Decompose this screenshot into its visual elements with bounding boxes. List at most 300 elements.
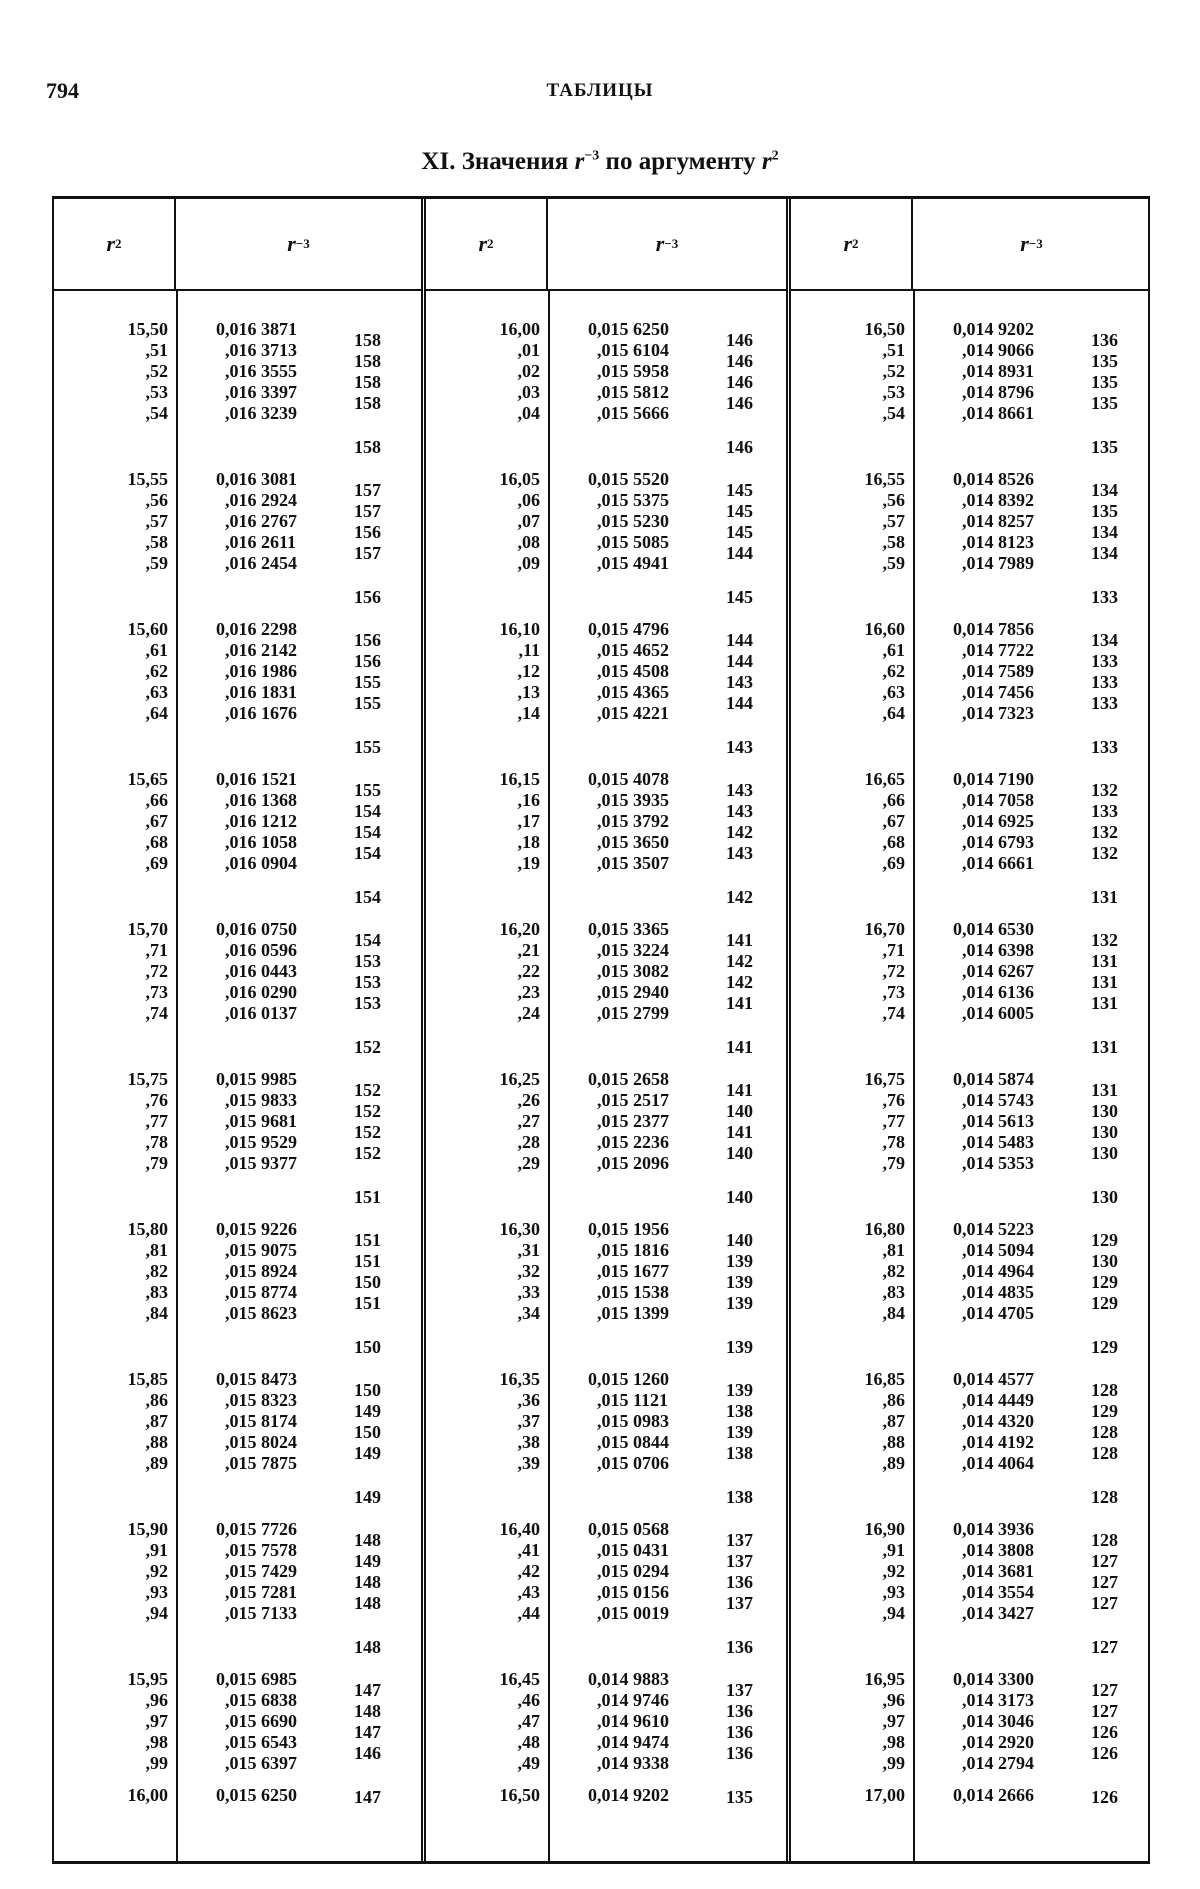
difference-value: 129 — [1091, 1401, 1118, 1421]
difference-value: 142 — [726, 822, 753, 842]
function-value: 0,016 2298 — [216, 619, 297, 639]
function-value: 0,015 1260 — [588, 1369, 669, 1389]
argument-value: ,54 — [882, 403, 905, 423]
function-value: 0,015 1956 — [588, 1219, 669, 1239]
title-base-2: r — [761, 148, 772, 175]
function-value: ,015 9681 — [225, 1111, 297, 1131]
argument-value: 15,90 — [127, 1519, 168, 1539]
argument-value: ,96 — [882, 1690, 905, 1710]
difference-value: 148 — [354, 1572, 381, 1592]
argument-value: ,58 — [145, 532, 168, 552]
function-value: ,015 3224 — [597, 940, 669, 960]
argument-value: ,74 — [145, 1003, 168, 1023]
function-value-cell — [588, 919, 669, 1024]
running-head: ТАБЛИЦЫ — [546, 80, 654, 101]
difference-cell — [354, 630, 381, 714]
function-value-cell — [216, 619, 297, 724]
difference-cell — [1091, 1530, 1118, 1614]
argument-cell — [426, 769, 540, 874]
argument-cell — [791, 769, 905, 874]
difference-cell — [354, 1230, 381, 1314]
argument-value: ,37 — [517, 1411, 540, 1431]
argument-value: 15,75 — [127, 1069, 168, 1089]
function-value: ,015 5812 — [597, 382, 669, 402]
difference-value: 137 — [726, 1551, 753, 1571]
argument-value: ,01 — [517, 340, 540, 360]
argument-value: ,94 — [145, 1603, 168, 1623]
function-value: 0,014 3936 — [953, 1519, 1034, 1539]
difference-value: 153 — [354, 993, 381, 1013]
difference-value: 133 — [1091, 651, 1118, 671]
difference-value: 154 — [354, 822, 381, 842]
table-row-block — [426, 1519, 786, 1669]
argument-value: ,33 — [517, 1282, 540, 1302]
values-table — [52, 196, 1150, 1864]
function-value: ,015 7133 — [225, 1603, 297, 1623]
table-row-block — [426, 769, 786, 919]
function-value: 0,016 0750 — [216, 919, 297, 939]
argument-value: 16,35 — [499, 1369, 540, 1389]
argument-value: ,88 — [882, 1432, 905, 1452]
difference-value: 157 — [354, 543, 381, 563]
difference-value: 141 — [726, 1080, 753, 1100]
difference-value: 155 — [354, 780, 381, 800]
difference-cell — [726, 480, 753, 564]
difference-value: 137 — [726, 1593, 753, 1613]
function-value: ,015 0983 — [597, 1411, 669, 1431]
difference-value: 130 — [1091, 1101, 1118, 1121]
title-exp-2: 2 — [771, 148, 779, 164]
difference-value: 135 — [1091, 351, 1118, 371]
difference-value: 157 — [354, 501, 381, 521]
argument-value: ,61 — [882, 640, 905, 660]
header-arg-exp: 2 — [115, 236, 122, 251]
argument-value: ,51 — [145, 340, 168, 360]
difference-value: 136 — [726, 1701, 753, 1721]
function-value: ,015 1399 — [597, 1303, 669, 1323]
argument-value: ,98 — [145, 1732, 168, 1752]
table-row-block — [791, 469, 1150, 619]
function-value-cell — [216, 319, 297, 424]
function-value: ,015 5230 — [597, 511, 669, 531]
argument-value: ,84 — [145, 1303, 168, 1323]
table-row-block — [54, 919, 421, 1069]
function-value: ,014 4192 — [962, 1432, 1034, 1452]
argument-value: ,07 — [517, 511, 540, 531]
difference-value: 144 — [726, 651, 753, 671]
function-value-cell — [588, 769, 669, 874]
argument-value: ,19 — [517, 853, 540, 873]
function-value: ,016 1058 — [225, 832, 297, 852]
argument-value: ,79 — [882, 1153, 905, 1173]
function-value: ,014 3173 — [962, 1690, 1034, 1710]
function-value-cell — [588, 1519, 669, 1624]
function-value: ,014 7456 — [962, 682, 1034, 702]
argument-value: ,63 — [145, 682, 168, 702]
function-value: 0,015 2658 — [588, 1069, 669, 1089]
argument-cell — [791, 1219, 905, 1324]
argument-value: ,82 — [145, 1261, 168, 1281]
function-value: ,015 8774 — [225, 1282, 297, 1302]
title-prefix: XI. Значения — [421, 148, 575, 175]
argument-value: ,87 — [145, 1411, 168, 1431]
function-value: 0,015 3365 — [588, 919, 669, 939]
difference-value: 154 — [354, 801, 381, 821]
function-value-cell — [953, 919, 1034, 1024]
argument-cell — [791, 1669, 905, 1774]
function-value-cell — [216, 469, 297, 574]
function-value-cell — [216, 1669, 297, 1774]
function-value: ,016 0443 — [225, 961, 297, 981]
argument-column-header — [426, 199, 548, 291]
header-arg-base: r — [843, 231, 853, 256]
function-value: ,016 1212 — [225, 811, 297, 831]
difference-value: 155 — [354, 693, 381, 713]
argument-value: ,84 — [882, 1303, 905, 1323]
argument-value: ,58 — [882, 532, 905, 552]
function-value: ,016 1831 — [225, 682, 297, 702]
difference-cell — [1091, 330, 1118, 414]
argument-value: ,17 — [517, 811, 540, 831]
difference-value: 134 — [1091, 522, 1118, 542]
difference-value: 147 — [354, 1722, 381, 1742]
page-number: 794 — [46, 78, 79, 103]
difference-value: 155 — [354, 672, 381, 692]
difference-value: 143 — [726, 672, 753, 692]
final-argument: 16,00 — [127, 1785, 168, 1805]
function-value: ,014 4449 — [962, 1390, 1034, 1410]
difference-value: 142 — [726, 972, 753, 992]
function-value: 0,016 1521 — [216, 769, 297, 789]
function-value: 0,014 7856 — [953, 619, 1034, 639]
argument-value: ,76 — [145, 1090, 168, 1110]
header-val-base: r — [655, 231, 665, 256]
argument-value: 16,25 — [499, 1069, 540, 1089]
argument-value: 15,65 — [127, 769, 168, 789]
function-value-cell — [953, 319, 1034, 424]
value-column-header — [913, 199, 1150, 291]
argument-value: ,61 — [145, 640, 168, 660]
block-difference: 129 — [1091, 1337, 1118, 1357]
argument-value: ,93 — [882, 1582, 905, 1602]
argument-value: ,49 — [517, 1753, 540, 1773]
difference-value: 146 — [726, 351, 753, 371]
function-value: ,015 9075 — [225, 1240, 297, 1260]
block-difference: 135 — [1091, 437, 1118, 457]
function-value: ,015 6690 — [225, 1711, 297, 1731]
difference-value: 140 — [726, 1101, 753, 1121]
function-value: ,014 3427 — [962, 1603, 1034, 1623]
argument-value: ,92 — [882, 1561, 905, 1581]
function-value: ,014 5094 — [962, 1240, 1034, 1260]
difference-value: 134 — [1091, 480, 1118, 500]
argument-value: ,52 — [882, 361, 905, 381]
function-value-cell — [953, 1519, 1034, 1624]
table-column-group — [421, 199, 786, 1861]
argument-value: ,78 — [882, 1132, 905, 1152]
table-row-block — [426, 469, 786, 619]
function-value-cell — [216, 1219, 297, 1324]
argument-value: ,53 — [145, 382, 168, 402]
argument-cell — [54, 469, 168, 574]
argument-cell — [791, 919, 905, 1024]
argument-value: ,04 — [517, 403, 540, 423]
function-value: ,015 5375 — [597, 490, 669, 510]
function-value: 0,015 4796 — [588, 619, 669, 639]
function-value: ,015 3082 — [597, 961, 669, 981]
difference-value: 154 — [354, 843, 381, 863]
argument-value: ,08 — [517, 532, 540, 552]
difference-value: 134 — [1091, 543, 1118, 563]
argument-value: ,92 — [145, 1561, 168, 1581]
header-val-exp: −3 — [1028, 236, 1043, 251]
difference-value: 141 — [726, 930, 753, 950]
argument-value: ,13 — [517, 682, 540, 702]
argument-value: ,02 — [517, 361, 540, 381]
difference-value: 143 — [726, 801, 753, 821]
argument-value: ,39 — [517, 1453, 540, 1473]
function-value-cell — [953, 1069, 1034, 1174]
function-value: ,015 7578 — [225, 1540, 297, 1560]
argument-value: ,41 — [517, 1540, 540, 1560]
function-value: ,015 1816 — [597, 1240, 669, 1260]
block-difference: 154 — [354, 887, 381, 907]
argument-value: ,86 — [145, 1390, 168, 1410]
argument-value: ,73 — [882, 982, 905, 1002]
argument-value: ,14 — [517, 703, 540, 723]
difference-cell — [1091, 1680, 1118, 1764]
table-row-block — [426, 1219, 786, 1369]
argument-value: 16,45 — [499, 1669, 540, 1689]
function-value: 0,014 7190 — [953, 769, 1034, 789]
argument-cell — [426, 1369, 540, 1474]
difference-value: 127 — [1091, 1572, 1118, 1592]
header-val-exp: −3 — [295, 236, 310, 251]
function-value-cell — [588, 469, 669, 574]
difference-value: 152 — [354, 1143, 381, 1163]
difference-value: 132 — [1091, 930, 1118, 950]
function-value: ,015 0844 — [597, 1432, 669, 1452]
difference-cell — [1091, 930, 1118, 1014]
block-difference: 147 — [354, 1787, 381, 1807]
argument-value: ,18 — [517, 832, 540, 852]
function-value: ,015 7429 — [225, 1561, 297, 1581]
difference-value: 126 — [1091, 1722, 1118, 1742]
function-value: ,014 7058 — [962, 790, 1034, 810]
difference-value: 128 — [1091, 1530, 1118, 1550]
argument-value: ,47 — [517, 1711, 540, 1731]
table-row-block — [54, 769, 421, 919]
difference-value: 131 — [1091, 1080, 1118, 1100]
function-value: ,014 8123 — [962, 532, 1034, 552]
final-row — [54, 1785, 421, 1815]
function-value: ,016 1676 — [225, 703, 297, 723]
argument-value: ,79 — [145, 1153, 168, 1173]
function-value: ,016 1368 — [225, 790, 297, 810]
function-value: ,014 6267 — [962, 961, 1034, 981]
difference-cell — [726, 1680, 753, 1764]
argument-value: ,21 — [517, 940, 540, 960]
function-value-cell — [216, 1069, 297, 1174]
difference-value: 139 — [726, 1293, 753, 1313]
function-value: ,015 8323 — [225, 1390, 297, 1410]
function-value: ,015 1677 — [597, 1261, 669, 1281]
argument-value: ,66 — [882, 790, 905, 810]
argument-cell — [426, 1069, 540, 1174]
function-value: ,015 2236 — [597, 1132, 669, 1152]
difference-cell — [354, 330, 381, 414]
argument-value: 15,50 — [127, 319, 168, 339]
argument-value: ,42 — [517, 1561, 540, 1581]
difference-cell — [726, 1080, 753, 1164]
difference-value: 153 — [354, 951, 381, 971]
argument-value: 16,00 — [499, 319, 540, 339]
header-arg-exp: 2 — [487, 236, 494, 251]
difference-cell — [726, 630, 753, 714]
table-row-block — [791, 1369, 1150, 1519]
argument-cell — [791, 619, 905, 724]
difference-value: 145 — [726, 522, 753, 542]
function-value: ,014 9338 — [597, 1753, 669, 1773]
function-value: ,014 9746 — [597, 1690, 669, 1710]
difference-value: 131 — [1091, 993, 1118, 1013]
block-difference: 156 — [354, 587, 381, 607]
argument-value: ,71 — [145, 940, 168, 960]
argument-value: ,94 — [882, 1603, 905, 1623]
difference-value: 126 — [1091, 1743, 1118, 1763]
function-value: ,014 6398 — [962, 940, 1034, 960]
function-value: ,014 2794 — [962, 1753, 1034, 1773]
function-value: ,014 4320 — [962, 1411, 1034, 1431]
argument-value: ,34 — [517, 1303, 540, 1323]
difference-value: 135 — [1091, 501, 1118, 521]
difference-cell — [726, 930, 753, 1014]
function-value: 0,014 8526 — [953, 469, 1034, 489]
difference-cell — [354, 1080, 381, 1164]
difference-value: 156 — [354, 630, 381, 650]
difference-value: 153 — [354, 972, 381, 992]
difference-cell — [726, 780, 753, 864]
difference-value: 145 — [726, 501, 753, 521]
function-value: ,015 8024 — [225, 1432, 297, 1452]
argument-value: ,23 — [517, 982, 540, 1002]
function-value: 0,015 7726 — [216, 1519, 297, 1539]
function-value-cell — [216, 1369, 297, 1474]
function-value: ,015 4941 — [597, 553, 669, 573]
argument-value: ,03 — [517, 382, 540, 402]
argument-value: ,57 — [882, 511, 905, 531]
block-difference: 130 — [1091, 1187, 1118, 1207]
difference-value: 127 — [1091, 1551, 1118, 1571]
argument-value: ,28 — [517, 1132, 540, 1152]
block-difference: 152 — [354, 1037, 381, 1057]
argument-value: ,68 — [145, 832, 168, 852]
function-value: ,016 3555 — [225, 361, 297, 381]
function-value: ,014 9610 — [597, 1711, 669, 1731]
block-difference: 133 — [1091, 587, 1118, 607]
function-value: ,015 9529 — [225, 1132, 297, 1152]
function-value: ,014 5483 — [962, 1132, 1034, 1152]
function-value-cell — [588, 1219, 669, 1324]
difference-value: 132 — [1091, 822, 1118, 842]
table-row-block — [54, 319, 421, 469]
final-argument: 17,00 — [864, 1785, 905, 1805]
difference-cell — [354, 480, 381, 564]
function-value-cell — [588, 319, 669, 424]
final-value: 0,014 2666 — [953, 1785, 1034, 1805]
argument-value: ,36 — [517, 1390, 540, 1410]
argument-value: ,16 — [517, 790, 540, 810]
table-row-block — [54, 1069, 421, 1219]
argument-value: 15,70 — [127, 919, 168, 939]
block-difference: 135 — [726, 1787, 753, 1807]
difference-value: 143 — [726, 780, 753, 800]
difference-value: 137 — [726, 1530, 753, 1550]
header-val-exp: −3 — [664, 236, 679, 251]
function-value: ,015 8623 — [225, 1303, 297, 1323]
difference-value: 149 — [354, 1443, 381, 1463]
difference-value: 133 — [1091, 801, 1118, 821]
difference-value: 143 — [726, 843, 753, 863]
block-difference: 148 — [354, 1637, 381, 1657]
difference-cell — [1091, 1080, 1118, 1164]
difference-value: 135 — [1091, 393, 1118, 413]
argument-value: ,24 — [517, 1003, 540, 1023]
argument-value: ,27 — [517, 1111, 540, 1131]
argument-value: ,43 — [517, 1582, 540, 1602]
function-value: ,015 5666 — [597, 403, 669, 423]
argument-value: ,96 — [145, 1690, 168, 1710]
difference-value: 148 — [354, 1593, 381, 1613]
argument-value: ,52 — [145, 361, 168, 381]
function-value: ,014 4064 — [962, 1453, 1034, 1473]
table-row-block — [426, 1369, 786, 1519]
difference-value: 144 — [726, 543, 753, 563]
difference-value: 146 — [354, 1743, 381, 1763]
function-value: ,014 7989 — [962, 553, 1034, 573]
argument-value: 16,90 — [864, 1519, 905, 1539]
function-value: ,015 4221 — [597, 703, 669, 723]
block-difference: 142 — [726, 887, 753, 907]
difference-value: 145 — [726, 480, 753, 500]
function-value: ,014 5743 — [962, 1090, 1034, 1110]
argument-value: ,83 — [882, 1282, 905, 1302]
function-value: ,014 8257 — [962, 511, 1034, 531]
function-value: 0,015 9226 — [216, 1219, 297, 1239]
function-value: ,014 6005 — [962, 1003, 1034, 1023]
table-row-block — [54, 619, 421, 769]
argument-value: ,09 — [517, 553, 540, 573]
function-value-cell — [953, 1369, 1034, 1474]
argument-value: ,06 — [517, 490, 540, 510]
argument-value: ,83 — [145, 1282, 168, 1302]
difference-value: 133 — [1091, 693, 1118, 713]
function-value-cell — [588, 1669, 669, 1774]
argument-value: ,54 — [145, 403, 168, 423]
function-value: ,015 2940 — [597, 982, 669, 1002]
argument-value: 16,85 — [864, 1369, 905, 1389]
function-value-cell — [588, 1069, 669, 1174]
title-middle: по аргументу — [599, 148, 762, 175]
difference-value: 148 — [354, 1530, 381, 1550]
block-difference: 150 — [354, 1337, 381, 1357]
argument-value: ,22 — [517, 961, 540, 981]
difference-value: 130 — [1091, 1143, 1118, 1163]
function-value: 0,015 8473 — [216, 1369, 297, 1389]
difference-value: 139 — [726, 1380, 753, 1400]
argument-value: ,72 — [145, 961, 168, 981]
function-value: ,014 8392 — [962, 490, 1034, 510]
